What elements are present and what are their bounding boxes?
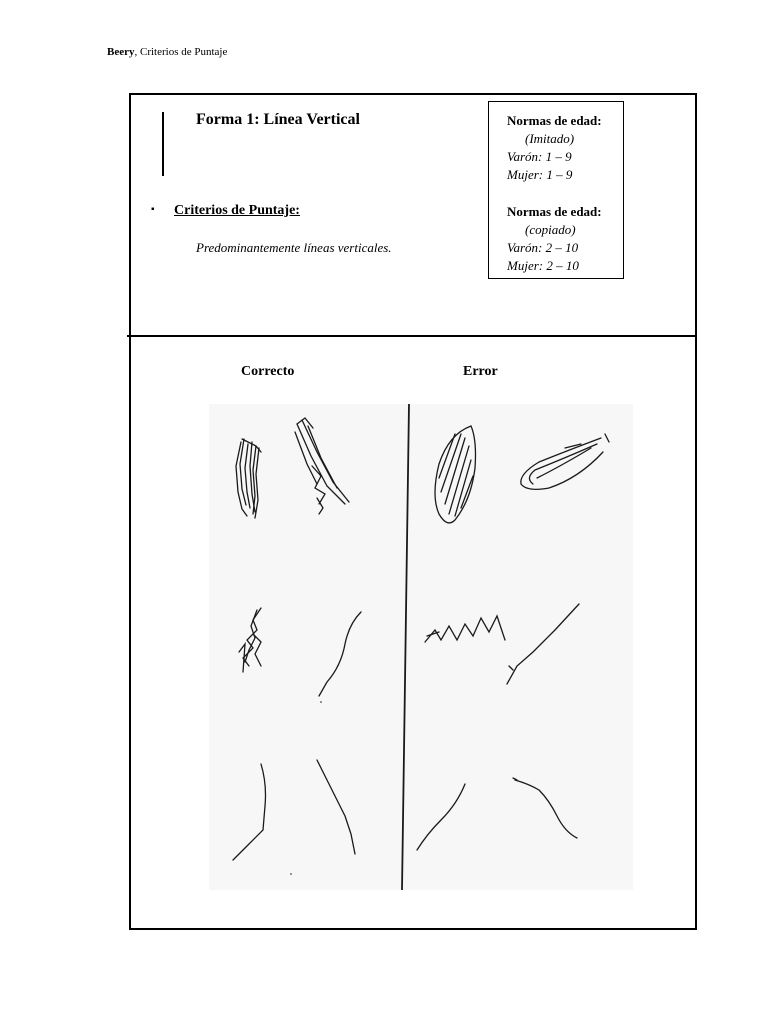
criteria-text: Predominantemente líneas verticales. [196, 240, 392, 255]
error-sample-4 [507, 604, 579, 684]
correct-sample-3 [239, 608, 261, 672]
correct-sample-2 [295, 418, 349, 514]
correct-sample-5 [233, 764, 266, 860]
norms-imitated-mode: (Imitado) [525, 131, 575, 146]
error-sample-6 [513, 778, 577, 838]
section-divider [127, 335, 697, 337]
criteria-heading: Criterios de Puntaje: [174, 203, 300, 218]
header-subtitle: , Criterios de Puntaje [134, 46, 228, 58]
form-title: Forma 1: Línea Vertical [196, 111, 360, 128]
error-sample-2 [521, 434, 609, 489]
error-column-label: Error [463, 364, 498, 379]
error-sample-5 [417, 784, 465, 850]
norms-imitated-female: Mujer: 1 – 9 [507, 167, 573, 182]
bullet-marker: ▪ [151, 204, 155, 215]
correct-sample-6 [317, 760, 355, 854]
norms-imitated-male: Varón: 1 – 9 [507, 149, 572, 164]
norms-copied-mode: (copiado) [525, 222, 576, 237]
correct-sample-4 [319, 612, 361, 696]
norms-copied-male: Varón: 2 – 10 [507, 240, 579, 255]
column-separator [402, 404, 409, 890]
drawing-samples [209, 404, 633, 890]
error-sample-3 [425, 616, 505, 642]
error-sample-1 [435, 426, 476, 523]
norms-imitated-heading: Normas de edad: [507, 113, 602, 128]
drawing-samples-panel [209, 404, 633, 890]
correct-column-label: Correcto [241, 364, 295, 379]
vertical-line-sample [162, 112, 164, 176]
running-header [107, 46, 227, 58]
header-author: Beery [107, 46, 135, 58]
norms-copied-female: Mujer: 2 – 10 [507, 258, 579, 273]
stray-dot [290, 873, 292, 875]
correct-sample-1 [236, 439, 261, 518]
age-norms-box [488, 101, 624, 279]
norms-copied-heading: Normas de edad: [507, 204, 602, 219]
stray-dot [320, 701, 322, 703]
